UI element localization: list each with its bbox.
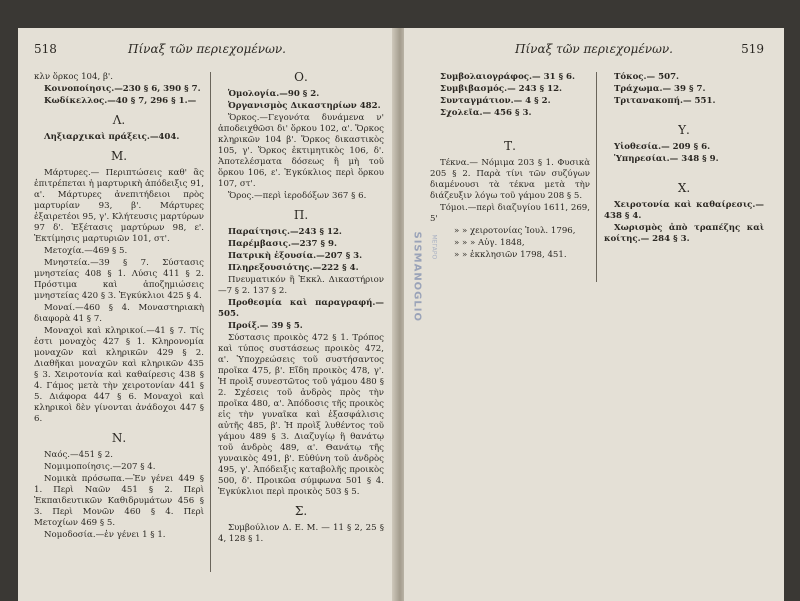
index-entry: Μνηστεία.—39 § 7. Σύστασις μνηστείας 408 § 1. Λύσις 411 § 2. Πρόστιμα καὶ ἀποζημιώσεις μνηστείας 420 § 3. Ἐγκύκλιοι 425 § 4. [34,258,204,301]
left-page-header [18,42,396,60]
index-entry: Μάρτυρες.— Περιπτώσεις καθ' ἃς ἐπιτρέπεται ἡ μαρτυρικὴ ἀπόδειξις 91, α'. Μάρτυρες ἀνεπιτήδειοι πρὸς μαρτυρίαν 93, β'. Μάρτυρες ἐξαιρετέοι 95, γ'. Κλήτευσις μαρτύρων 97 δ'. Ἐξέτασις μαρτύρων 98, ε'. Ἐκτίμησις μαρτυριῶν 101, στ'. [34,168,204,244]
left-page-number: 518 [34,42,57,56]
index-entry: Ὁμολογία.—90 § 2. [228,89,320,99]
index-entry: Συμβούλιον Δ. Ε. Μ. — 11 § 2, 25 § 4, 128 § 1. [218,523,384,544]
index-entry: Τέκνα.— Νόμιμα 203 § 1. Φυσικὰ 205 § 2. Παρὰ τίνι τῶν συζύγων διαμένουσι τὰ τέκνα μετὰ τὴν διάζευξιν λόγω τοῦ γάμου 208 § 5. [430,158,590,201]
index-entry: Συμβολαιογράφος.— 31 § 6. [440,72,576,82]
index-entry: Τόμοι.—περὶ διαζυγίου 1611, 269, 5' [430,203,590,224]
index-entry: Πνευματικόν ἢ Ἐκκλ. Δικαστήριον —7 § 2. 137 § 2. [218,275,384,296]
index-entry: κλν ὅρκος 104, β'. [34,72,114,82]
column-rule [596,72,597,282]
section-letter: Σ. [294,504,308,518]
watermark-subtext: ΜΕΓΑΡΟ [430,234,438,260]
index-entry: Νομιμοποίησις.—207 § 4. [44,462,156,472]
index-entry: Ὅρος.—περὶ ἱεροδόξων 367 § 6. [228,191,367,201]
index-entry: Πατρικὴ ἐξουσία.—207 § 3. [228,251,363,261]
scanner-background [0,0,800,28]
right-column-2 [604,72,764,246]
index-entry: Προθεσμία καὶ παραγραφή.—505. [218,298,384,319]
index-entry: Χωρισμὸς ἀπὸ τραπέζης καὶ κοίτης.— 284 § 3. [604,223,764,244]
index-entry: » » χειροτονίας Ἰουλ. 1796, [454,226,576,236]
index-entry: Μετοχία.—469 § 5. [44,246,128,256]
section-letter: Λ. [112,113,126,127]
index-entry: Ὀργανισμὸς Δικαστηρίων 482. [228,101,381,111]
index-entry: Νομικὰ πρόσωπα.—Ἐν γένει 449 § 1. Περὶ Ναῶν 451 § 2. Περὶ Ἐκπαιδευτικῶν Καθιδρυμάτων 456 § 3. Περὶ Μονῶν 460 § 4. Περὶ Μετοχίων 469 § 5. [34,474,204,528]
left-column-1 [34,72,204,542]
index-entry: Σύστασις προικὸς 472 § 1. Τρόπος καὶ τύπος συστάσεως προικὸς 472, α'. Ὑποχρεώσεις τοῦ συστήσαντος προῖκα 475, β'. Εἴδη προικὸς 478, γ'. Ἡ προὶξ συνεστῶτος τοῦ γάμου 480 § 2. Σχέσεις τοῦ ἀνδρὸς πρὸς τὴν προῖκα 480, α'. Ἀπόδοσις τῆς προικὸς εἰς τὴν γυναῖκα καὶ ἐξασφάλισις αὐτῆς 485, β'. Ἡ προὶξ λυθέντος τοῦ γάμου 489 § 3. Διαζυγίῳ ἢ θανάτῳ τοῦ ἀνδρὸς 489, α'. Θανάτῳ τῆς γυναικὸς 491, β'. Εὐθύνη τοῦ ἀνδρὸς 495, γ'. Ἀπόδειξις καταβολῆς προικὸς 500, δ'. Προικῶα σύμφωνα 501 § 4. Ἐγκύκλιοι περὶ προικὸς 503 § 5. [218,333,384,497]
section-letter: Τ. [504,139,516,153]
column-rule [210,72,211,572]
right-page-title: Πίναξ τῶν περιεχομένων. [515,42,673,56]
section-letter: Χ. [677,181,691,195]
index-entry: » » ἐκκλησιῶν 1798, 451. [454,250,567,260]
index-entry: Κωδίκελλος.—40 § 7, 296 § 1.— [44,96,197,106]
right-page [404,28,784,601]
right-column-1 [430,72,590,262]
index-entry: Ληξιαρχικαὶ πράξεις.—404. [44,132,180,142]
index-entry: Προίξ.— 39 § 5. [228,321,303,331]
index-entry: Τόκος.— 507. [614,72,680,82]
index-entry: Μοναί.—460 § 4. Μοναστηριακὴ διαφορὰ 41 § 7. [34,303,204,324]
index-entry: Παρέμβασις.—237 § 9. [228,239,337,249]
index-entry: Συμβιβασμός.— 243 § 12. [440,84,563,94]
section-letter: Μ. [110,149,128,163]
index-entry: Ναός.—451 § 2. [44,450,113,460]
index-entry: Μοναχοὶ καὶ κληρικοί.—41 § 7. Τίς ἐστι μοναχὸς 427 § 1. Κληρονομία μοναχῶν καὶ κληρικῶν 429 § 2. Διαθῆκαι μοναχῶν καὶ κληρικῶν 435 § 3. Χειροτονία καὶ καθαίρεσις 438 § 4. Γάμος μετὰ τὴν χειροτονίαν 441 § 5. Διάφορα 447 § 6. Μοναχοὶ καὶ κληρικοὶ δὲν γίνονται ἀνάδοχοι 447 § 6. [34,326,204,424]
left-page [18,28,396,601]
index-entry: Συνταγμάτιον.— 4 § 2. [440,96,551,106]
watermark-text: SISMANOGLIO [411,231,423,322]
index-entry: Ὑπηρεσίαι.— 348 § 9. [614,154,719,164]
section-letter: Υ. [678,123,690,137]
right-page-header [404,42,784,60]
library-watermark [404,231,438,365]
index-entry: Παραίτησις.—243 § 12. [228,227,342,237]
index-entry: Σχολεῖα.— 456 § 3. [440,108,532,118]
index-entry: Χειροτονία καὶ καθαίρεσις.— 438 § 4. [604,200,764,221]
index-entry: Κοινοποίησις.—230 § 6, 390 § 7. [44,84,201,94]
index-entry: » » » Αὐγ. 1848, [454,238,525,248]
index-entry: Τράχωμα.— 39 § 7. [614,84,706,94]
index-entry: Ὅρκος.—Γεγονότα δυνάμενα ν' ἀποδειχθῶσι δι' ὅρκου 102, α'. Ὅρκος κληρικῶν 104 β'. Ὅρκος δικαστικὸς 105, γ'. Ὅρκος ἐκτιμητικὸς 106, δ'. Ἀποτελέσματα δόσεως ἢ μὴ τοῦ ὅρκου 106, ε'. Ἐγκύκλιος περὶ ὅρκου 107, στ'. [218,113,384,189]
left-page-title: Πίναξ τῶν περιεχομένων. [128,42,286,56]
section-letter: Ν. [111,431,127,445]
left-column-2 [218,72,384,546]
section-letter: Ο. [294,70,308,84]
right-page-number: 519 [741,42,764,56]
index-entry: Πληρεξουσιότης.—222 § 4. [228,263,359,273]
section-letter: Π. [293,208,309,222]
index-entry: Τριτανακοπή.— 551. [614,96,716,106]
index-entry: Νομοδοσία.—ἐν γένει 1 § 1. [44,530,166,540]
index-entry: Υἱοθεσία.— 209 § 6. [614,142,711,152]
